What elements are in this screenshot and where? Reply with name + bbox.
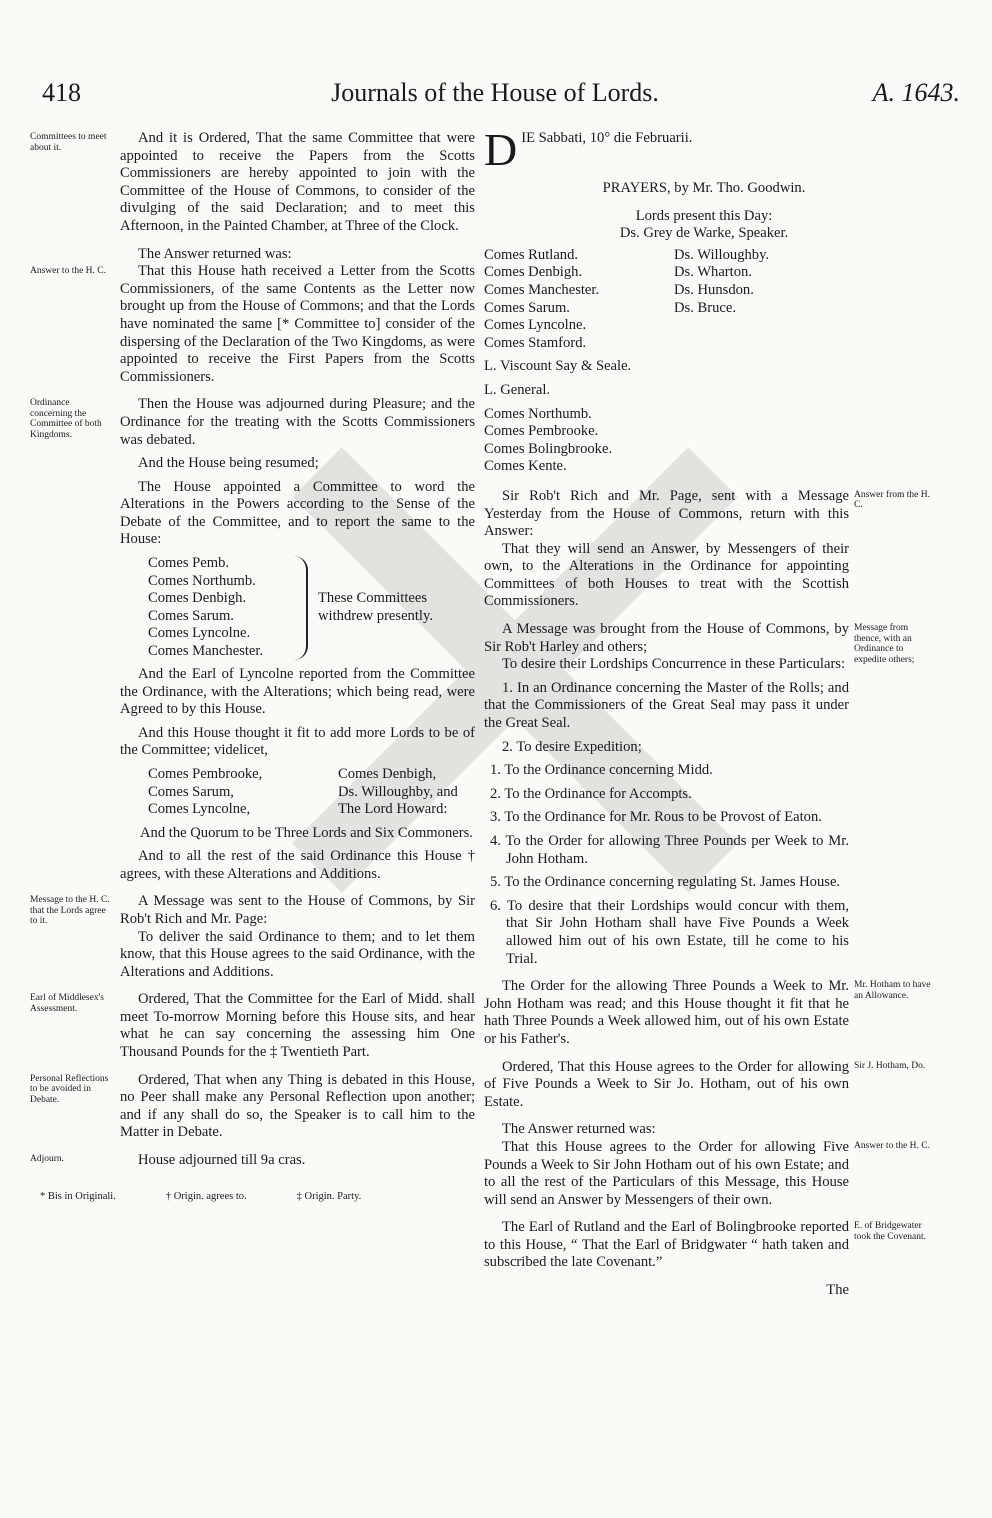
paragraph: The Answer returned was: xyxy=(502,1121,656,1138)
page-header xyxy=(30,78,960,118)
paragraph: To desire their Lordships Concurrence in these Particulars: xyxy=(502,656,846,673)
paragraph: The Earl of Rutland and the Earl of Bolingbrooke reported to this House, “ That the Earl of Bridgwater “ hath taken and subscribed the late Covenant.” xyxy=(484,1219,849,1271)
name: Comes Denbigh, xyxy=(338,766,437,783)
speaker: Ds. Grey de Warke, Speaker. xyxy=(619,225,789,242)
paragraph: The Answer returned was: xyxy=(138,245,292,262)
page-title: Journals of the House of Lords. xyxy=(331,78,659,107)
date-heading xyxy=(484,124,924,175)
name: L. Viscount Say & Seale. xyxy=(484,358,632,375)
entry-answer-to xyxy=(484,1121,930,1209)
paragraph: And the Earl of Lyncolne reported from the Committee the Ordinance, with the Alterations; which being read, were Agreed to by this House. xyxy=(120,666,475,718)
name: Comes Rutland. xyxy=(484,246,579,263)
name: Comes Pembrooke, xyxy=(148,766,263,783)
list-item: 4. To the Order for allowing Three Pounds per Week to Mr. John Hotham. xyxy=(490,833,849,867)
name: Comes Stamford. xyxy=(484,334,587,351)
footnote: ‡ Origin. Party. xyxy=(296,1190,362,1202)
entry-hotham xyxy=(484,978,931,1048)
margin-note: Message to the H. C. that the Lords agree to it. xyxy=(30,895,110,927)
entry-middlesex xyxy=(30,991,475,1061)
name: Comes Pembrooke. xyxy=(484,423,599,440)
paragraph: Then the House was adjourned during Pleasure; and the Ordinance for the treating with the Scotts Commissioners was debated. xyxy=(120,396,475,448)
margin-note: Ordinance concerning the Committee of both Kingdoms. xyxy=(30,398,102,440)
committee-list xyxy=(148,555,475,660)
paragraph: And this House thought it fit to add more Lords to be of the Committee; videlicet, xyxy=(120,724,475,759)
footnote: † Origin. agrees to. xyxy=(165,1190,247,1202)
name: Comes Bolingbrooke. xyxy=(484,440,613,457)
paragraph: Ordered, That the Committee for the Earl of Midd. shall meet To-morrow Morning before this House sits, and hear what he can say concerning the assessing him One Thousand Pounds for the ‡ Twentieth Part. xyxy=(120,991,475,1061)
brace-icon xyxy=(288,556,308,660)
catchword: The xyxy=(826,1282,849,1299)
left-column xyxy=(30,130,475,1205)
name: Comes Pemb. xyxy=(148,555,230,572)
name: Ds. Willoughby. xyxy=(674,246,770,263)
name: L. General. xyxy=(484,381,551,398)
margin-note: Sir J. Hotham, Do. xyxy=(854,1060,926,1071)
paragraph: To deliver the said Ordinance to them; and to let them know, that this House agrees to the said Ordinance, with the Alterations and Additions. xyxy=(120,928,475,980)
margin-note: Adjourn. xyxy=(30,1154,65,1165)
paragraph: The House appointed a Committee to word the Alterations in the Powers according to the Sense of the Debate of the Committee, and to report the same to the House: xyxy=(120,478,475,548)
paragraph: That they will send an Answer, by Messengers of their own, to the Alterations in the Ordinance for appointing Committees of both Houses to treat with the Scottish Commissioners. xyxy=(484,540,849,610)
list-item: 1. To the Ordinance concerning Midd. xyxy=(490,762,713,779)
paragraph: That this House hath received a Letter from the Scotts Commissioners, of the same Contents as the Letter now brought up from the House of Commons; and that the Lords have nominated the same [* Committee to] consider of the dispersing of the Declaration of the Two Kingdoms, as were appointed to receive the First Papers from the Scotts Commissioners. xyxy=(120,263,475,385)
right-column xyxy=(484,124,931,1300)
name: Ds. Hunsdon. xyxy=(674,281,754,298)
name: Comes Lyncolne. xyxy=(484,317,587,334)
entry-answer-from xyxy=(484,487,930,611)
margin-note: Answer to the H. C. xyxy=(30,265,106,276)
entry-reflections xyxy=(30,1072,475,1142)
entry-adjourn xyxy=(30,1152,475,1170)
name: Comes Denbigh. xyxy=(484,264,583,281)
present-heading: Lords present this Day: xyxy=(635,207,773,224)
margin-note: Answer to the H. C. xyxy=(854,1141,930,1152)
paragraph: Sir Rob't Rich and Mr. Page, sent with a Message Yesterday from the House of Commons, return with this Answer: xyxy=(484,487,849,540)
list-item: 1. In an Ordinance concerning the Master of the Rolls; and that the Commissioners of the Great Seal may pass it under the Great Seal. xyxy=(484,679,849,732)
page-number: 418 xyxy=(42,78,81,107)
paragraph: And the Quorum to be Three Lords and Six Commoners. xyxy=(140,824,473,841)
lords-present xyxy=(484,247,924,353)
entry-message-from xyxy=(484,621,924,968)
additional-lords xyxy=(148,766,475,819)
name: Comes Manchester. xyxy=(484,281,600,298)
name: Comes Sarum. xyxy=(484,299,570,316)
year: A. 1643. xyxy=(872,78,960,107)
entry-sir-hotham xyxy=(484,1059,924,1112)
paragraph: And to all the rest of the said Ordinance this House † agrees, with these Alterations and Additions. xyxy=(120,848,475,882)
name: The Lord Howard: xyxy=(338,801,448,818)
name: Comes Northumb. xyxy=(484,405,592,422)
entry-ordinance xyxy=(30,396,475,883)
name: Ds. Willoughby, and xyxy=(338,783,458,800)
paragraph: That this House agrees to the Order for allowing Five Pounds a Week to Sir John Hotham out of his own Estate; and to all the rest of the Particulars of this Message, this House will send an Answer by Messengers of their own. xyxy=(484,1138,849,1208)
name: Comes Northumb. xyxy=(148,572,256,589)
paragraph: Ordered, That this House agrees to the Order for allowing of Five Pounds a Week to Sir Jo. Hotham, out of his own Estate. xyxy=(484,1058,849,1110)
name: Comes Kente. xyxy=(484,458,567,475)
list-item: 2. To desire Expedition; xyxy=(502,738,642,755)
name: Comes Lyncolne, xyxy=(148,801,251,818)
entry-answer xyxy=(30,246,475,387)
name: Ds. Wharton. xyxy=(674,264,752,281)
paragraph: A Message was brought from the House of Commons, by Sir Rob't Harley and others; xyxy=(484,621,849,655)
name: Comes Sarum. xyxy=(148,607,234,624)
paragraph: Ordered, That when any Thing is debated in this House, no Peer shall make any Personal Reflection upon another; and if any shall do so, the Speaker is to call him to the Matter in Debate. xyxy=(120,1071,475,1141)
drop-cap: D xyxy=(484,124,518,175)
margin-note: Earl of Middlesex's Assessment. xyxy=(30,993,105,1014)
list-item: 3. To the Ordinance for Mr. Rous to be Provost of Eaton. xyxy=(490,809,822,826)
list-item: 5. To the Ordinance concerning regulating St. James House. xyxy=(490,874,841,891)
margin-note: Committees to meet about it. xyxy=(30,132,107,153)
entry-message xyxy=(30,893,475,981)
paragraph: A Message was sent to the House of Commons, by Sir Rob't Rich and Mr. Page: xyxy=(120,893,475,927)
name: Comes Manchester. xyxy=(148,642,264,659)
margin-note: Message from thence, with an Ordinance to expedite others; xyxy=(854,623,915,665)
margin-note: Personal Reflections to be avoided in Debate. xyxy=(30,1073,109,1105)
withdrew-note: These Committees withdrew presently. xyxy=(318,590,433,624)
margin-note: Mr. Hotham to have an Allowance. xyxy=(854,980,931,1001)
paragraph: And it is Ordered, That the same Committee that were appointed to receive the Papers from the Scotts Commissioners are hereby appointed to join with the Committee of the House of Commons, to consider of the divulging of the said Declaration; and to meet this Afternoon, in the Painted Chamber, at Three of the Clock. xyxy=(120,130,475,234)
prayers: PRAYERS, by Mr. Tho. Goodwin. xyxy=(602,180,806,196)
paragraph: House adjourned till 9a cras. xyxy=(138,1152,306,1169)
paragraph: And the House being resumed; xyxy=(138,455,319,472)
name: Comes Denbigh. xyxy=(148,590,247,607)
margin-note: Answer from the H. C. xyxy=(854,489,930,511)
footnote: * Bis in Originali. xyxy=(40,1190,116,1202)
entry-committees xyxy=(30,130,475,236)
name: Ds. Bruce. xyxy=(674,299,737,316)
list-item: 2. To the Ordinance for Accompts. xyxy=(490,785,692,802)
lords-present-2 xyxy=(484,406,924,476)
name: Comes Lyncolne. xyxy=(148,625,251,642)
footnotes xyxy=(30,1188,475,1206)
list-item: 6. To desire that their Lordships would concur with them, that Sir John Hotham shall have Five Pounds a Week allowed him out of his own Estate, till he come to his Trial. xyxy=(490,897,849,967)
entry-bridgewater xyxy=(484,1219,927,1272)
name: Comes Sarum, xyxy=(148,783,234,800)
date: IE Sabbati, 10° die Februarii. xyxy=(521,130,693,146)
margin-note: E. of Bridgewater took the Covenant. xyxy=(854,1221,927,1242)
paragraph: The Order for the allowing Three Pounds a Week to Mr. John Hotham was read; and this House thought it fit that he hath Three Pounds a Week allowed him, out of his own Estate or his Father's. xyxy=(484,978,849,1047)
